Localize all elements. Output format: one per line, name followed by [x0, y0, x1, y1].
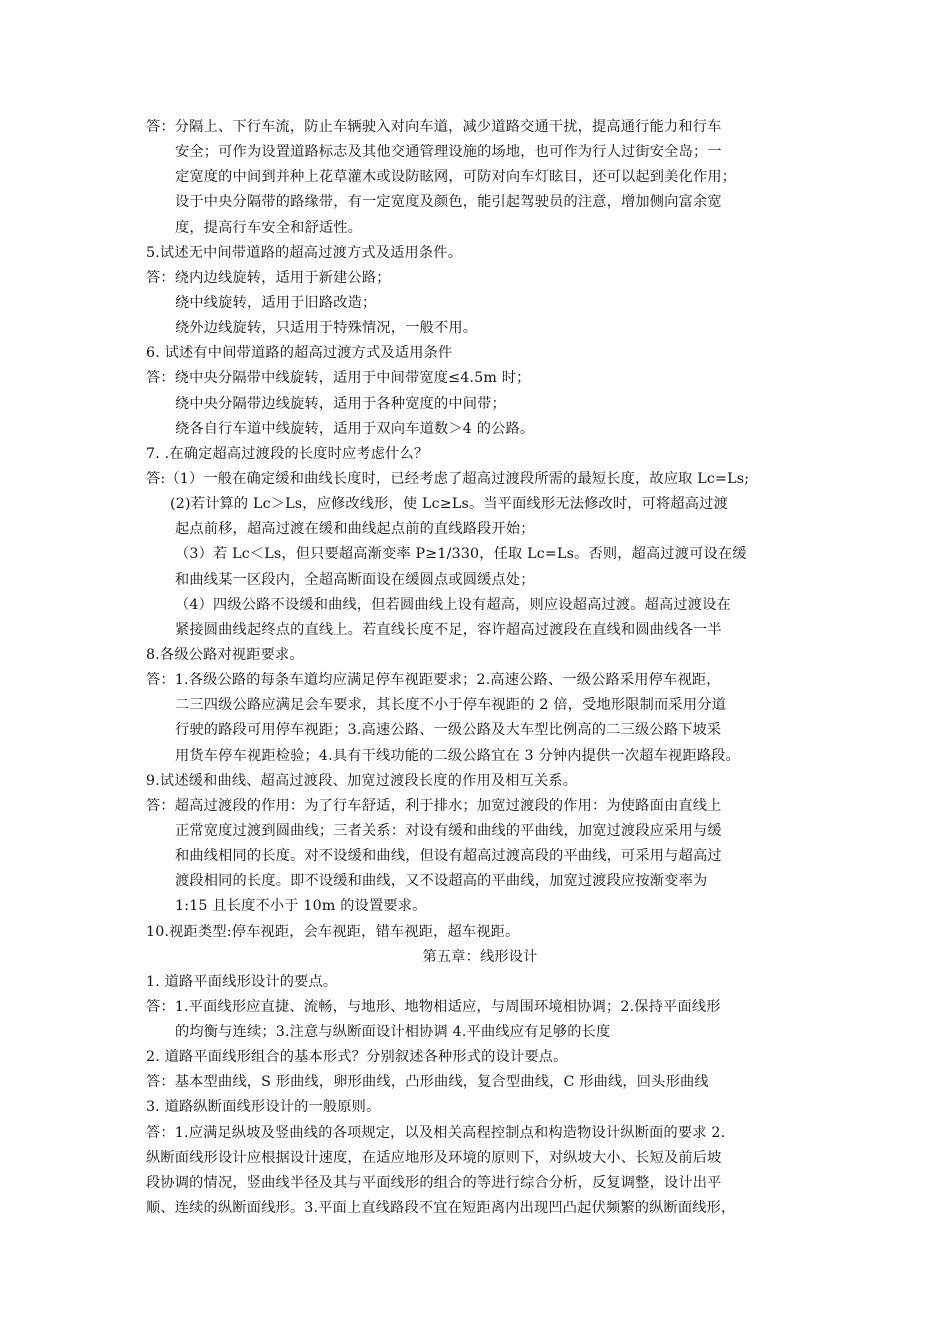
- question-line: 7. .在确定超高过渡段的长度时应考虑什么？: [146, 445, 429, 462]
- answer-line: 答:（1）一般在确定缓和曲线长度时，已经考虑了超高过渡段所需的最短长度，故应取 Lc=Ls;: [146, 470, 750, 487]
- document-body: [146, 115, 814, 1221]
- answer-line: 用货车停车视距检验；4.具有干线功能的二级公路宜在 3 分钟内提供一次超车视距路段。: [175, 747, 740, 764]
- answer-line: 答：分隔上、下行车流，防止车辆驶入对向车道，减少道路交通干扰，提高通行能力和行车: [146, 119, 722, 135]
- answer-line: 行驶的路段可用停车视距；3.高速公路、一级公路及大车型比例高的二三级公路下坡采: [175, 722, 722, 739]
- answer-line: 1:15 且长度不小于 10m 的设置要求。: [175, 898, 427, 915]
- question-line: 2. 道路平面线形组合的基本形式？分别叙述各种形式的设计要点。: [146, 1049, 568, 1066]
- answer-line: 渡段相同的长度。即不设缓和曲线，又不设超高的平曲线，加宽过渡段应按渐变率为: [175, 873, 708, 890]
- answer-line: 二三四级公路应满足会车要求，其长度不小于停车视距的 2 倍，受地形限制而采用分道: [175, 697, 726, 714]
- answer-line: 答：基本型曲线，S 形曲线，卵形曲线，凸形曲线，复合型曲线，C 形曲线，回头形曲线: [146, 1074, 709, 1091]
- answer-line: （3）若 Lc＜Ls，但只要超高渐变率 P≥1/330，任取 Lc=Ls。否则，超高过渡可设在缓: [175, 546, 747, 563]
- question-line: 6. 试述有中间带道路的超高过渡方式及适用条件: [146, 345, 453, 362]
- question-line: 8.各级公路对视距要求。: [146, 646, 304, 663]
- answer-line: 纵断面线形设计应根据设计速度，在适应地形及环境的原则下，对纵坡大小、长短及前后坡: [146, 1149, 722, 1166]
- question-line: 9.试述缓和曲线、超高过渡段、加宽过渡段长度的作用及相互关系。: [146, 772, 578, 789]
- answer-line: 答：1.各级公路的每条车道均应满足停车视距要求；2.高速公路、一级公路采用停车视距，: [146, 672, 721, 689]
- answer-line: 正常宽度过渡到圆曲线；三者关系：对设有缓和曲线的平曲线，加宽过渡段应采用与缓: [175, 822, 722, 839]
- question-line: 5.试述无中间带道路的超高过渡方式及适用条件。: [146, 244, 463, 261]
- question-line: 3. 道路纵断面线形设计的一般原则。: [146, 1099, 381, 1116]
- answer-line: 设于中央分隔带的路缘带，有一定宽度及颜色，能引起驾驶员的注意，增加侧向富余宽: [175, 194, 722, 211]
- answer-line: 和曲线某一区段内，全超高断面设在缓圆点或圆缓点处；: [175, 571, 535, 588]
- answer-line: 答：绕中央分隔带中线旋转，适用于中间带宽度≤4.5m 时；: [146, 370, 531, 387]
- chapter-title: 第五章：线形设计: [422, 948, 538, 965]
- answer-line: 答：绕内边线旋转，适用于新建公路；: [146, 269, 391, 286]
- answer-line: 定宽度的中间到并种上花草灌木或设防眩网，可防对向车灯眩目，还可以起到美化作用；: [175, 169, 737, 186]
- answer-line: 和曲线相同的长度。对不设缓和曲线，但设有超高过渡高段的平曲线，可采用与超高过: [175, 848, 722, 865]
- answer-line: 绕中央分隔带边线旋转，适用于各种宽度的中间带；: [175, 395, 506, 412]
- answer-line: (2)若计算的 Lc＞Ls，应修改线形，使 Lc≥Ls。当平面线形无法修改时，可将超高过渡: [170, 496, 728, 513]
- answer-line: （4）四级公路不设缓和曲线，但若圆曲线上设有超高，则应设超高过渡。超高过渡设在: [175, 596, 731, 613]
- answer-line: 段协调的情况，竖曲线半径及其与平面线形的组合的等进行综合分析，反复调整，设计出平: [146, 1174, 722, 1191]
- answer-line: 答：1.应满足纵坡及竖曲线的各项规定，以及相关高程控制点和构造物设计纵断面的要求 2.: [146, 1124, 726, 1141]
- answer-line: 度，提高行车安全和舒适性。: [175, 219, 363, 236]
- answer-line: 紧接圆曲线起终点的直线上。若直线长度不足，容许超高过渡段在直线和圆曲线各一半: [175, 621, 722, 638]
- question-line: 1. 道路平面线形设计的要点。: [146, 973, 338, 990]
- answer-line: 顺、连续的纵断面线形。3.平面上直线路段不宜在短距离内出现凹凸起伏频繁的纵断面线形，: [146, 1200, 736, 1217]
- answer-line: 绕中线旋转，适用于旧路改造；: [175, 294, 377, 311]
- answer-line: 安全；可作为设置道路标志及其他交通管理设施的场地，也可作为行人过街安全岛；一: [175, 144, 722, 161]
- answer-line: 答：超高过渡段的作用：为了行车舒适，利于排水；加宽过渡段的作用：为使路面由直线上: [146, 797, 722, 814]
- answer-line: 起点前移，超高过渡在缓和曲线起点前的直线路段开始；: [175, 521, 535, 538]
- question-line: 10.视距类型:停车视距，会车视距，错车视距，超车视距。: [146, 923, 520, 940]
- answer-line: 绕外边线旋转，只适用于特殊情况，一般不用。: [175, 320, 478, 337]
- answer-line: 绕各自行车道中线旋转，适用于双向车道数＞4 的公路。: [175, 420, 535, 437]
- answer-line: 的均衡与连续；3.注意与纵断面设计相协调 4.平曲线应有足够的长度: [175, 1024, 611, 1041]
- answer-line: 答：1.平面线形应直捷、流畅，与地形、地物相适应，与周围环境相协调；2.保持平面线形: [146, 998, 721, 1015]
